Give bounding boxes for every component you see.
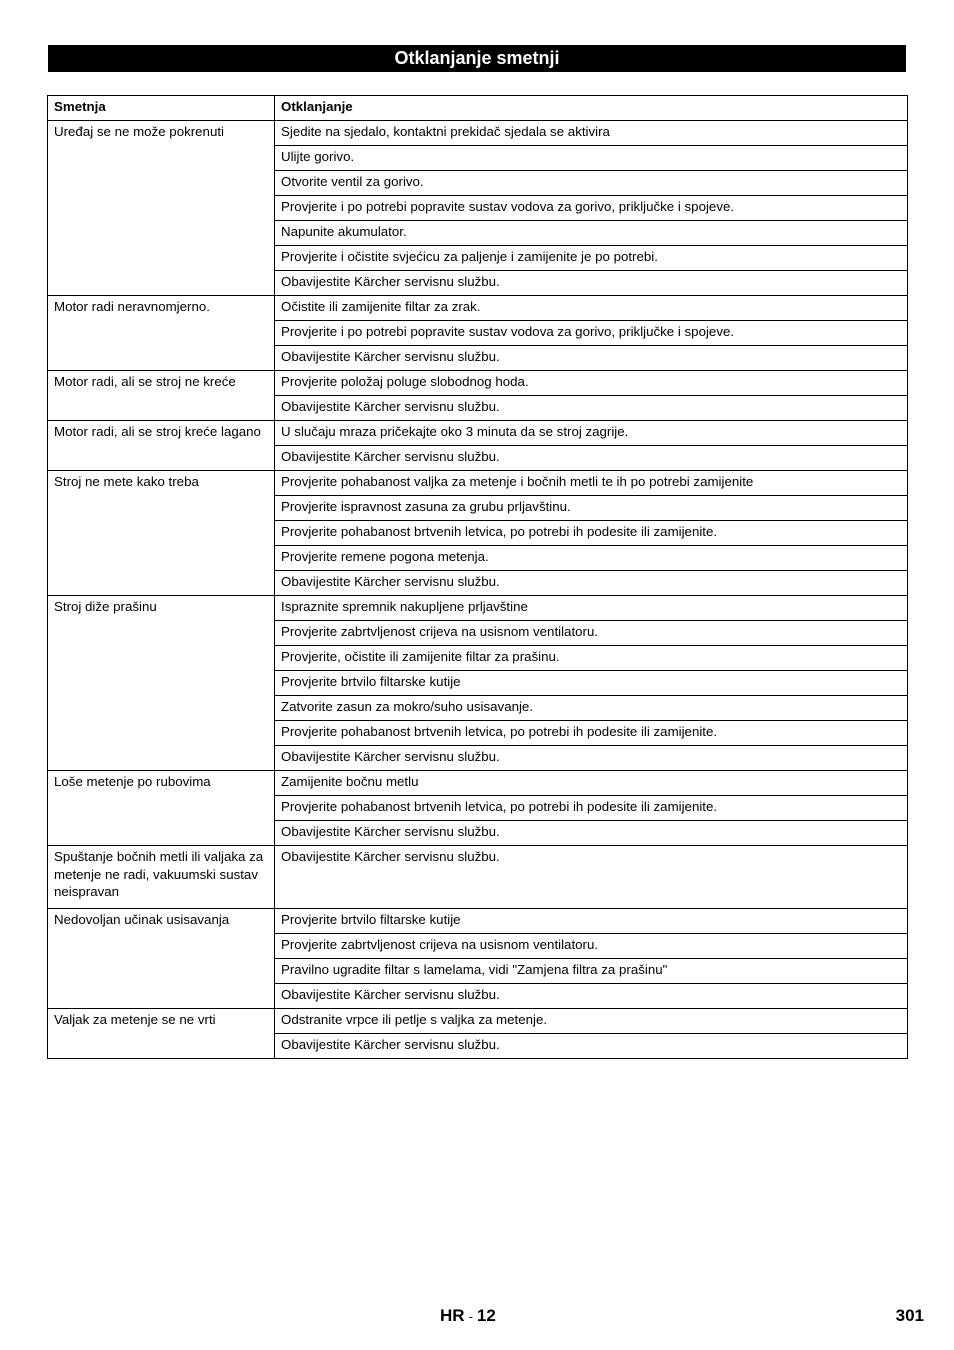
column-header-remedy: Otklanjanje bbox=[275, 96, 908, 121]
fault-cell: Uređaj se ne može pokrenuti bbox=[48, 121, 275, 296]
remedy-cell: Provjerite pohabanost brtvenih letvica, po potrebi ih podesite ili zamijenite. bbox=[275, 721, 908, 746]
fault-cell: Motor radi neravnomjerno. bbox=[48, 296, 275, 371]
remedy-cell: Ispraznite spremnik nakupljene prljavštine bbox=[275, 596, 908, 621]
table-row bbox=[48, 846, 908, 909]
section-page-number: 12 bbox=[476, 1306, 496, 1325]
fault-cell: Spuštanje bočnih metli ili valjaka za metenje ne radi, vakuumski sustav neispravan bbox=[48, 846, 275, 909]
remedy-cell: Obavijestite Kärcher servisnu službu. bbox=[275, 821, 908, 846]
table-body bbox=[48, 121, 908, 1059]
table-row bbox=[48, 771, 908, 796]
remedy-cell: Obavijestite Kärcher servisnu službu. bbox=[275, 271, 908, 296]
section-title: Otklanjanje smetnji bbox=[48, 45, 906, 72]
remedy-cell: Provjerite i očistite svjećicu za paljenje i zamijenite je po potrebi. bbox=[275, 246, 908, 271]
table-row bbox=[48, 909, 908, 934]
remedy-cell: Provjerite brtvilo filtarske kutije bbox=[275, 671, 908, 696]
remedy-cell: Provjerite i po potrebi popravite sustav vodova za gorivo, priključke i spojeve. bbox=[275, 321, 908, 346]
table-row bbox=[48, 121, 908, 146]
remedy-cell: Ulijte gorivo. bbox=[275, 146, 908, 171]
fault-cell: Motor radi, ali se stroj kreće lagano bbox=[48, 421, 275, 471]
table-row bbox=[48, 471, 908, 496]
remedy-cell: Provjerite i po potrebi popravite sustav vodova za gorivo, priključke i spojeve. bbox=[275, 196, 908, 221]
table-row bbox=[48, 1009, 908, 1034]
page-number: 301 bbox=[895, 1306, 924, 1325]
remedy-cell: Odstranite vrpce ili petlje s valjka za metenje. bbox=[275, 1009, 908, 1034]
fault-cell: Stroj ne mete kako treba bbox=[48, 471, 275, 596]
remedy-cell: Pravilno ugradite filtar s lamelama, vidi "Zamjena filtra za prašinu" bbox=[275, 959, 908, 984]
remedy-cell: Provjerite, očistite ili zamijenite filtar za prašinu. bbox=[275, 646, 908, 671]
remedy-cell: Napunite akumulator. bbox=[275, 221, 908, 246]
remedy-cell: Obavijestite Kärcher servisnu službu. bbox=[275, 446, 908, 471]
remedy-cell: Provjerite pohabanost brtvenih letvica, po potrebi ih podesite ili zamijenite. bbox=[275, 521, 908, 546]
remedy-cell: Očistite ili zamijenite filtar za zrak. bbox=[275, 296, 908, 321]
remedy-cell: Obavijestite Kärcher servisnu službu. bbox=[275, 396, 908, 421]
table-row bbox=[48, 421, 908, 446]
table-row bbox=[48, 371, 908, 396]
remedy-cell: Provjerite ispravnost zasuna za grubu prljavštinu. bbox=[275, 496, 908, 521]
remedy-cell: Obavijestite Kärcher servisnu službu. bbox=[275, 746, 908, 771]
remedy-cell: U slučaju mraza pričekajte oko 3 minuta da se stroj zagrije. bbox=[275, 421, 908, 446]
column-header-fault: Smetnja bbox=[48, 96, 275, 121]
remedy-cell: Provjerite zabrtvljenost crijeva na usisnom ventilatoru. bbox=[275, 934, 908, 959]
remedy-cell: Obavijestite Kärcher servisnu službu. bbox=[275, 984, 908, 1009]
fault-cell: Valjak za metenje se ne vrti bbox=[48, 1009, 275, 1059]
fault-cell: Stroj diže prašinu bbox=[48, 596, 275, 771]
remedy-cell: Obavijestite Kärcher servisnu službu. bbox=[275, 1034, 908, 1059]
remedy-cell: Zatvorite zasun za mokro/suho usisavanje. bbox=[275, 696, 908, 721]
table-row bbox=[48, 296, 908, 321]
remedy-cell: Provjerite pohabanost valjka za metenje i bočnih metli te ih po potrebi zamijenite bbox=[275, 471, 908, 496]
fault-cell: Nedovoljan učinak usisavanja bbox=[48, 909, 275, 1009]
remedy-cell: Obavijestite Kärcher servisnu službu. bbox=[275, 846, 908, 909]
remedy-cell: Sjedite na sjedalo, kontaktni prekidač sjedala se aktivira bbox=[275, 121, 908, 146]
troubleshooting-table bbox=[47, 95, 908, 1059]
remedy-cell: Otvorite ventil za gorivo. bbox=[275, 171, 908, 196]
remedy-cell: Zamijenite bočnu metlu bbox=[275, 771, 908, 796]
remedy-cell: Provjerite položaj poluge slobodnog hoda. bbox=[275, 371, 908, 396]
remedy-cell: Obavijestite Kärcher servisnu službu. bbox=[275, 571, 908, 596]
page-code bbox=[440, 1306, 496, 1326]
table-row bbox=[48, 596, 908, 621]
remedy-cell: Provjerite remene pogona metenja. bbox=[275, 546, 908, 571]
remedy-cell: Provjerite brtvilo filtarske kutije bbox=[275, 909, 908, 934]
language-code: HR bbox=[440, 1306, 465, 1325]
fault-cell: Loše metenje po rubovima bbox=[48, 771, 275, 846]
fault-cell: Motor radi, ali se stroj ne kreće bbox=[48, 371, 275, 421]
remedy-cell: Provjerite zabrtvljenost crijeva na usisnom ventilatoru. bbox=[275, 621, 908, 646]
page-code-separator: - bbox=[468, 1309, 473, 1324]
remedy-cell: Obavijestite Kärcher servisnu službu. bbox=[275, 346, 908, 371]
table-header-row bbox=[48, 96, 908, 121]
remedy-cell: Provjerite pohabanost brtvenih letvica, po potrebi ih podesite ili zamijenite. bbox=[275, 796, 908, 821]
